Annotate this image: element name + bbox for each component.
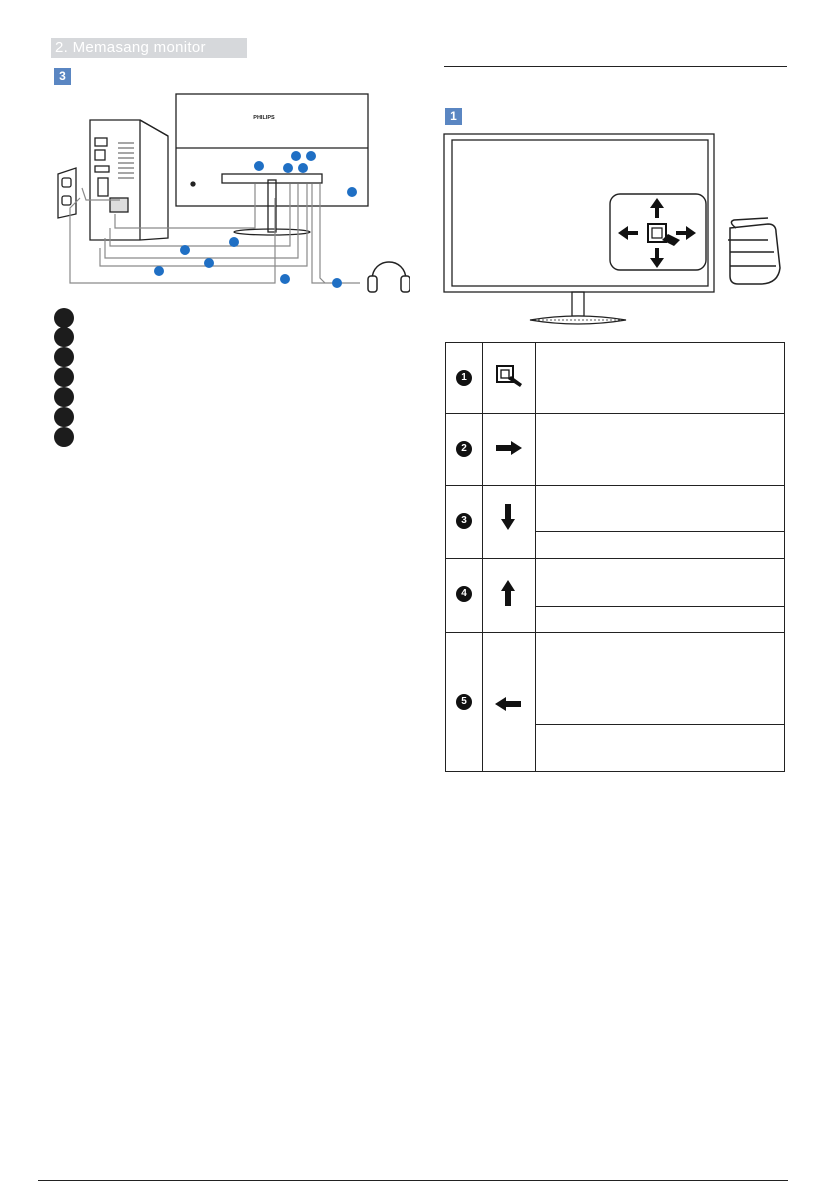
page-bottom-rule [38,1180,788,1181]
monitor-front-diagram [438,128,788,333]
table-row-number: 3 [456,513,472,529]
section-title: 2. Memasang monitor [51,38,247,58]
legend-marker-1 [54,308,74,328]
connection-diagram [50,88,410,303]
arrow-up-icon [501,579,515,607]
hand-pointer-icon [728,218,780,284]
legend-marker-6 [54,407,74,427]
legend-marker-5 [54,387,74,407]
table-row-number: 5 [456,694,472,710]
legend-marker-7 [54,427,74,447]
wall-outlet-icon [58,168,76,218]
legend-marker-3 [54,347,74,367]
step-badge-3: 3 [54,68,71,85]
arrow-down-icon [501,503,515,531]
table-row-number: 4 [456,586,472,602]
arrow-left-icon [494,697,522,711]
arrow-right-icon [495,441,523,455]
legend-marker-2 [54,327,74,347]
monitor-brand: PHILIPS [253,115,275,121]
headphones-icon [368,262,410,292]
table-row-number: 1 [456,370,472,386]
section-divider [444,66,787,67]
pc-tower-icon [90,120,168,240]
button-function-table [445,342,785,772]
joystick-icon [610,194,706,270]
table-row-number: 2 [456,441,472,457]
joystick-press-icon [494,363,524,391]
step-badge-1: 1 [445,108,462,125]
legend-marker-4 [54,367,74,387]
